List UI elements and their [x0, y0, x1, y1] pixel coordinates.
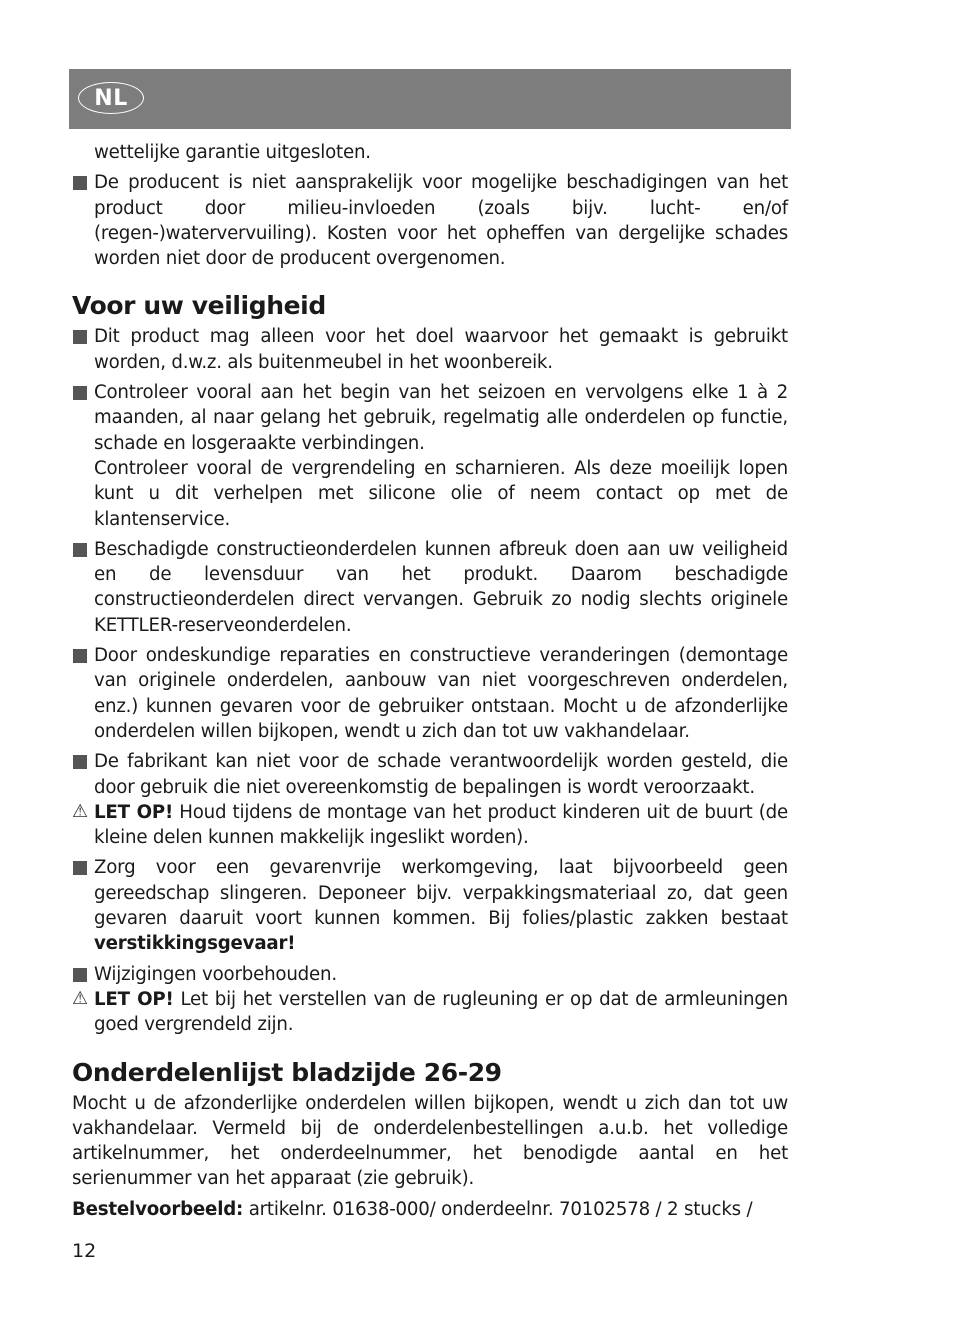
parts-paragraph: Mocht u de afzonderlijke onderdelen willen bijkopen, wendt u zich dan tot uw vakhandelaar. Vermeld bij de onderdelenbestellingen a.u.b. het volledige artikelnummer, het onderdeelnummer, het benodigde aantal en het serienummer van het apparaat (zie gebruik).: [72, 1092, 788, 1190]
warning-label: LET OP!: [94, 801, 174, 823]
list-item-text: Zorg voor een gevarenvrije werkomgeving, laat bijvoorbeeld geen gereedschap slingeren. Deponeer bijv. verpakkingsmateriaal zo, dat geen gevaren daaruit voort kunnen kommen. Bij folies/plastic zakken bestaat: [94, 857, 788, 930]
square-bullet-icon: [73, 861, 87, 875]
page-number: 12: [72, 1240, 97, 1262]
square-bullet-icon: [73, 330, 87, 344]
list-item-text: Controleer vooral aan het begin van het seizoen en vervolgens elke 1 à 2 maanden, al naar gelang het gebruik, regelmatig alle onderdelen op functie, schade en losgeraakte verbindingen.: [94, 382, 788, 454]
safety-heading: Voor uw veiligheid: [72, 291, 326, 321]
warning-item: [72, 800, 788, 851]
list-item-text: Dit product mag alleen voor het doel waarvoor het gemaakt is gebruikt worden, d.w.z. als buitenmeubel in het woonbereik.: [94, 326, 788, 373]
square-bullet-icon: [73, 649, 87, 663]
parts-heading: Onderdelenlijst bladzijde 26-29: [72, 1057, 502, 1087]
warning-triangle-icon: ⚠: [72, 987, 88, 1009]
list-item-text: De producent is niet aansprakelijk voor mogelijke beschadigingen van het product door milieu-invloeden (zoals bijv. lucht- en/of (regen-)watervervuiling). Kosten voor het opheffen van dergelijke schades worden niet door de producent overgenomen.: [94, 172, 788, 270]
list-item: [72, 643, 788, 744]
list-item-text: De fabrikant kan niet voor de schade verantwoordelijk worden gesteld, die door gebruik die niet overeenkomstig de bepalingen is wordt veroorzaakt.: [94, 751, 788, 798]
intro-continuation: wettelijke garantie uitgesloten.: [94, 142, 371, 163]
square-bullet-icon: [73, 755, 87, 769]
warning-text: Houd tijdens de montage van het product kinderen uit de buurt (de kleine delen kunnen makkelijk ingeslikt worden).: [94, 801, 788, 849]
list-item: [72, 324, 788, 375]
list-item: [72, 380, 788, 456]
danger-emphasis: verstikkingsgevaar!: [94, 933, 296, 955]
language-badge: NL: [78, 82, 144, 114]
list-item-extra-text: Controleer vooral de vergrendeling en scharnieren. Als deze moeilijk lopen kunt u dit verhelpen met silicone olie of neem contact op met de klantenservice.: [94, 457, 788, 530]
order-example-label: Bestelvoorbeeld:: [72, 1198, 244, 1220]
list-item: [72, 170, 788, 271]
list-item: [72, 749, 788, 800]
language-header-bar: [69, 69, 791, 129]
warning-triangle-icon: ⚠: [72, 800, 88, 822]
square-bullet-icon: [73, 543, 87, 557]
warning-item: [72, 987, 788, 1038]
warning-label: LET OP!: [94, 988, 174, 1010]
list-item-text: Wijzigingen voorbehouden.: [94, 963, 337, 985]
list-item: [72, 855, 788, 956]
list-item-text: Beschadigde constructieonderdelen kunnen afbreuk doen aan uw veiligheid en de levensduur van het produkt. Daarom beschadigde constructieonderdelen direct vervangen. Gebruik zo nodig slechts originele KETTLER-reserveonderdelen.: [94, 538, 788, 636]
list-item-text: Door ondeskundige reparaties en constructieve veranderingen (demontage van originele onderdelen, aanbouw van niet voorgeschreven onderdelen, enz.) kunnen gevaren voor de gebruiker ontstaan. Mocht u de afzonderlijke onderdelen willen bijkopen, wendt u zich dan tot uw vakhandelaar.: [94, 645, 788, 742]
square-bullet-icon: [73, 386, 87, 400]
list-item: [72, 962, 788, 987]
order-example: [72, 1197, 788, 1222]
warning-text: Let bij het verstellen van de rugleuning er op dat de armleuningen goed vergrendeld zijn.: [94, 988, 789, 1036]
order-example-text: artikelnr. 01638-000/ onderdeelnr. 70102578 / 2 stucks /: [243, 1198, 753, 1220]
page-content: [72, 140, 788, 1222]
square-bullet-icon: [73, 968, 87, 982]
list-item: [72, 537, 788, 638]
square-bullet-icon: [73, 176, 87, 190]
